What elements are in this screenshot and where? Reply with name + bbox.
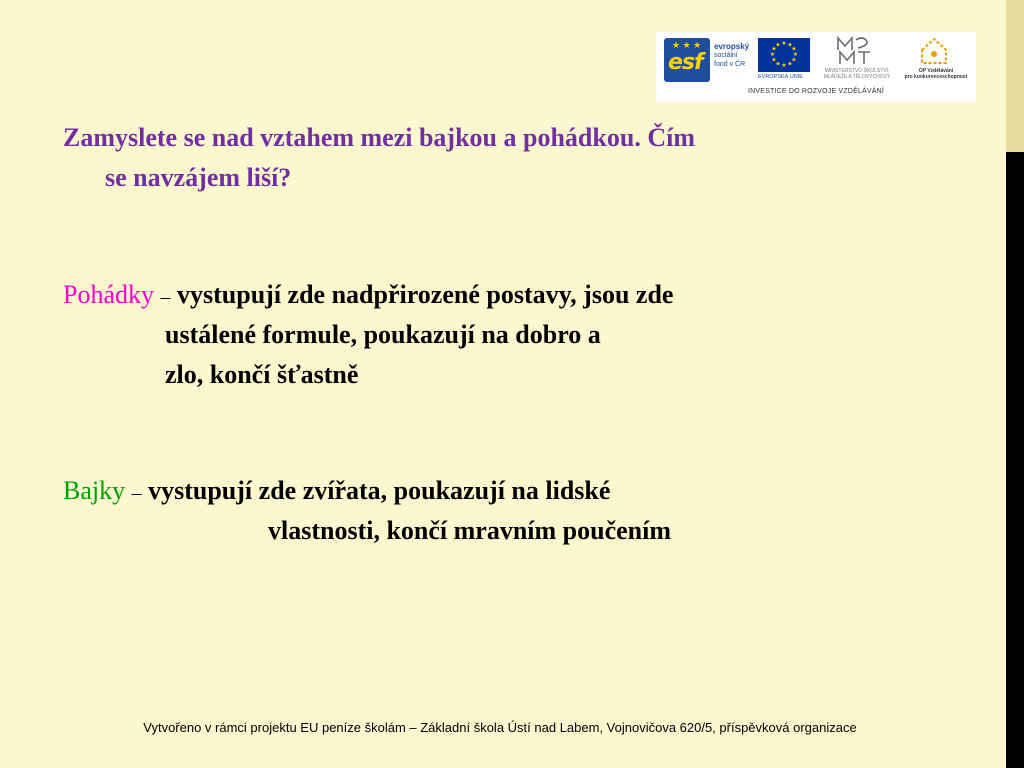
side-dark-bar xyxy=(1006,152,1024,768)
fairy-tales-text: zlo, končí šťastně xyxy=(165,360,359,389)
fables-text: vlastnosti, končí mravním poučením xyxy=(268,516,672,545)
eu-caption: EVROPSKÁ UNIE xyxy=(758,74,803,80)
msmt-icon xyxy=(836,36,872,66)
op-vk-icon xyxy=(918,36,950,66)
svg-text:★: ★ xyxy=(769,51,776,58)
fairy-tales-text: vystupují zde nadpřirozené postavy, jsou zde xyxy=(170,280,674,309)
logo-tagline: INVESTICE DO ROZVOJE VZDĚLÁVÁNÍ xyxy=(747,88,885,95)
footer-credit: Vytvořeno v rámci projektu EU peníze školám – Základní škola Ústí nad Labem, Vojnovičova 620/5, příspěvková organizace xyxy=(143,720,857,735)
esf-caption-line: evropský xyxy=(714,42,750,51)
svg-text:★: ★ xyxy=(771,56,777,64)
svg-text:★: ★ xyxy=(791,45,797,53)
op-vk-logo xyxy=(902,36,970,86)
svg-text:★: ★ xyxy=(787,60,793,68)
msmt-caption-line: MINISTERSTVO ŠKOLSTVÍ, xyxy=(824,68,890,74)
fables-term: Bajky xyxy=(63,476,126,505)
msmt-caption-line: MLÁDEŽE A TĚLOVÝCHOVY xyxy=(823,74,891,80)
op-vk-caption xyxy=(902,68,970,80)
svg-text:★: ★ xyxy=(781,62,787,69)
question-line: se navzájem liší? xyxy=(105,163,292,192)
svg-text:★: ★ xyxy=(792,51,799,58)
eu-logo-strip xyxy=(656,32,976,102)
fables-text: vystupují zde zvířata, poukazují na lidské xyxy=(141,476,611,505)
svg-text:★: ★ xyxy=(775,60,781,68)
esf-logo xyxy=(664,38,754,82)
question-line: Zamyslete se nad vztahem mezi bajkou a pohádkou. Čím xyxy=(63,123,695,152)
dash: – xyxy=(160,286,171,308)
stars-icon: ★ ★ ★ xyxy=(672,40,702,50)
dash: – xyxy=(131,482,142,504)
esf-caption xyxy=(714,42,749,69)
svg-text:★: ★ xyxy=(781,40,787,47)
op-vk-caption-line: pro konkurenceschopnost xyxy=(904,74,968,80)
svg-text:★: ★ xyxy=(771,45,777,53)
esf-wordmark: esf xyxy=(668,50,703,75)
msmt-caption xyxy=(816,68,898,80)
fables-definition xyxy=(63,473,610,511)
fairy-tales-definition xyxy=(63,277,673,315)
eu-flag-icon xyxy=(758,38,810,72)
svg-text:★: ★ xyxy=(775,41,781,49)
msmt-logo xyxy=(816,36,894,84)
svg-text:★: ★ xyxy=(787,41,793,49)
svg-text:★: ★ xyxy=(791,56,797,64)
eu-logo xyxy=(758,38,810,82)
side-accent-bar xyxy=(1006,0,1024,152)
esf-icon xyxy=(664,38,710,82)
op-vk-caption-line: OP Vzdělávání xyxy=(918,68,954,74)
esf-caption-line: sociální xyxy=(714,52,738,59)
fairy-tales-text: ustálené formule, poukazují na dobro a xyxy=(165,320,601,349)
esf-caption-line: fond v ČR xyxy=(714,61,746,68)
fairy-tales-term: Pohádky xyxy=(63,280,154,309)
